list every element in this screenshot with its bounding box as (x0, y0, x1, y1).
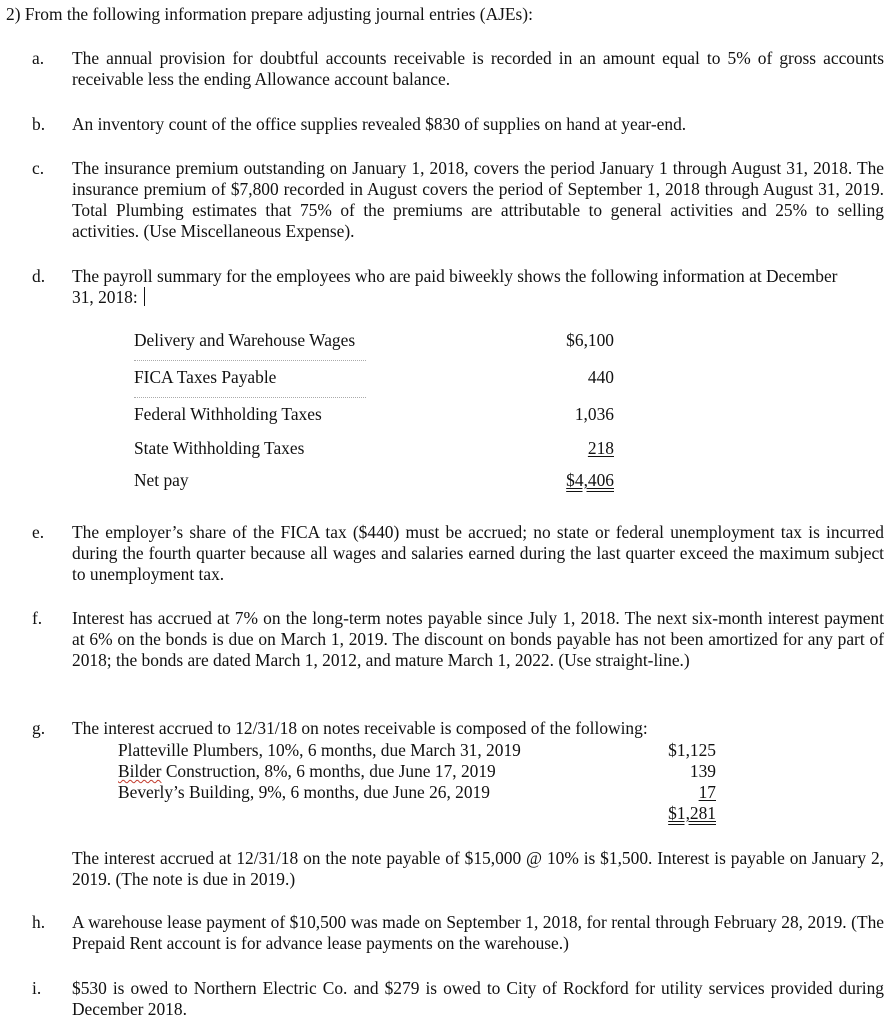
item-letter: e. (32, 522, 45, 542)
text-cursor (144, 287, 145, 306)
payroll-amount: 218 (587, 438, 614, 458)
item-f-text: Interest has accrued at 7% on the long-term notes payable since July 1, 2018. The next six-month interest payment at 6% on the bonds is due on March 1, 2019. The discount on bonds payable has not been amortized for any part of 2018; the bonds are dated March 1, 2012, and mature March 1, 2022. (Use straight-line.) (72, 608, 884, 670)
notes-receivable-row (118, 740, 716, 761)
spellcheck-underline: Bilder (118, 761, 162, 781)
item-letter: g. (32, 718, 46, 738)
payroll-label: Net pay (134, 470, 189, 490)
payroll-row (134, 470, 614, 492)
item-letter: d. (32, 266, 46, 286)
notes-receivable-label: Platteville Plumbers, 10%, 6 months, due March 31, 2019 (118, 740, 521, 760)
notes-receivable-amount: 139 (689, 761, 716, 781)
payroll-label: FICA Taxes Payable (134, 367, 277, 387)
dotted-separator (134, 397, 366, 398)
payroll-row (134, 438, 614, 460)
payroll-amount: 1,036 (574, 404, 614, 424)
payroll-label: State Withholding Taxes (134, 438, 305, 458)
notes-receivable-total: $1,281 (668, 803, 716, 823)
item-h-text: A warehouse lease payment of $10,500 was made on September 1, 2018, for rental through February 28, 2019. (The Prepaid Rent account is for advance lease payments on the warehouse.) (72, 912, 884, 953)
notes-receivable-row (118, 782, 716, 803)
item-letter: c. (32, 158, 45, 178)
notes-receivable-amount: 17 (698, 782, 716, 802)
item-letter: a. (32, 48, 45, 68)
payroll-amount: $4,406 (566, 470, 614, 490)
item-letter: h. (32, 912, 46, 932)
payroll-label: Delivery and Warehouse Wages (134, 330, 356, 350)
payroll-amount: $6,100 (566, 330, 614, 350)
item-c-text: The insurance premium outstanding on January 1, 2018, covers the period January 1 through August 31, 2018. The insurance premium of $7,800 recorded in August covers the period of September 1, 2018 through August 31, 2019. Total Plumbing estimates that 75% of the premiums are attributable to general activities and 25% to selling activities. (Use Miscellaneous Expense). (72, 158, 884, 241)
question-title: 2) From the following information prepare adjusting journal entries (AJEs): (6, 4, 533, 24)
notes-receivable-label: Beverly’s Building, 9%, 6 months, due June 26, 2019 (118, 782, 490, 802)
payroll-label: Federal Withholding Taxes (134, 404, 322, 424)
item-i-text: $530 is owed to Northern Electric Co. and $279 is owed to City of Rockford for utility services provided during December 2018. (72, 978, 884, 1019)
notes-receivable-amount: $1,125 (668, 740, 716, 760)
payroll-row (134, 404, 614, 426)
item-letter: b. (32, 114, 46, 134)
dotted-separator (134, 360, 366, 361)
item-e-text: The employer’s share of the FICA tax ($440) must be accrued; no state or federal unemployment tax is incurred during the fourth quarter because all wages and salaries earned during the last quarter exceed the maximum subject to unemployment tax. (72, 522, 884, 584)
notes-receivable-total-row (118, 803, 716, 824)
item-letter: i. (32, 978, 42, 998)
notes-receivable-label: Bilder Construction, 8%, 6 months, due June 17, 2019 (118, 761, 496, 781)
item-d-text: The payroll summary for the employees who are paid biweekly shows the following information at December 31, 2018: (72, 266, 838, 307)
payroll-row (134, 330, 614, 352)
item-g-text: The interest accrued to 12/31/18 on notes receivable is composed of the following: (72, 718, 648, 738)
payroll-row (134, 367, 614, 389)
item-letter: f. (32, 608, 43, 628)
notes-receivable-row (118, 761, 716, 782)
item-g-note-text: The interest accrued at 12/31/18 on the note payable of $15,000 @ 10% is $1,500. Interest is payable on January 2, 2019. (The note is due in 2019.) (72, 848, 884, 889)
item-b-text: An inventory count of the office supplies revealed $830 of supplies on hand at year-end. (72, 114, 687, 134)
item-a-text: The annual provision for doubtful accounts receivable is recorded in an amount equal to 5% of gross accounts receivable less the ending Allowance account balance. (72, 48, 884, 89)
payroll-amount: 440 (587, 367, 614, 387)
